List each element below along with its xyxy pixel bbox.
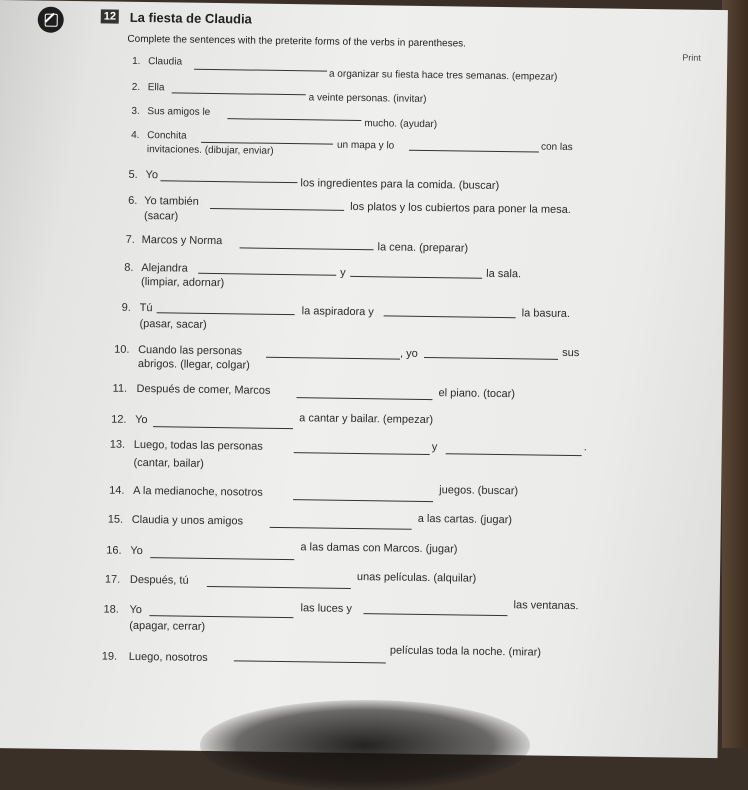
item-text: los ingredientes para la comida. (buscar) <box>300 177 500 192</box>
item-text: . <box>583 441 587 454</box>
print-link[interactable]: Print <box>682 52 701 63</box>
item-verbs: invitaciones. (dibujar, enviar) <box>146 144 274 157</box>
item-subject: Yo <box>145 169 159 182</box>
item-subject: Conchita <box>147 130 187 142</box>
answer-blank[interactable] <box>198 273 336 276</box>
item-text: juegos. (buscar) <box>439 484 519 498</box>
item-subject: A la medianoche, nosotros <box>133 484 263 499</box>
item-subject: Luego, todas las personas <box>133 438 263 453</box>
item-subject: Después de comer, Marcos <box>136 382 271 397</box>
item-text: un mapa y lo <box>336 139 395 152</box>
answer-blank[interactable] <box>172 92 306 95</box>
item-number: 13. <box>109 438 126 451</box>
item-verbs: (limpiar, adornar) <box>140 275 225 290</box>
item-number: 17. <box>104 573 121 586</box>
item-number: 15. <box>107 513 124 526</box>
item-number: 1. <box>132 55 141 67</box>
answer-blank[interactable] <box>240 247 374 250</box>
item-number: 5. <box>128 168 138 181</box>
item-text: las luces y <box>300 602 352 615</box>
page-title: La fiesta de Claudia <box>129 9 252 27</box>
item-subject: Cuando las personas <box>138 343 243 358</box>
item-text: la cena. (preparar) <box>377 241 469 255</box>
answer-blank[interactable] <box>210 208 344 211</box>
item-number: 6. <box>128 194 138 207</box>
item-subject: Claudia <box>148 56 183 68</box>
item-text: la basura. <box>521 307 571 320</box>
answer-blank[interactable] <box>296 397 432 400</box>
item-number: 19. <box>101 650 118 663</box>
item-number: 11. <box>112 382 128 395</box>
item-number: 14. <box>109 484 125 497</box>
answer-blank[interactable] <box>149 615 293 618</box>
item-verbs: (pasar, sacar) <box>139 317 207 331</box>
answer-blank[interactable] <box>157 312 295 315</box>
item-number: 18. <box>103 603 119 616</box>
item-subject: Marcos y Norma <box>141 234 223 248</box>
answer-blank[interactable] <box>384 315 516 318</box>
camera-shadow <box>200 700 530 790</box>
item-subject: Claudia y unos amigos <box>131 513 244 528</box>
answer-blank[interactable] <box>266 357 400 360</box>
item-number: 7. <box>125 233 135 246</box>
item-verbs: (sacar) <box>143 210 179 223</box>
item-text: la sala. <box>486 267 522 281</box>
answer-blank[interactable] <box>207 586 351 589</box>
item-text: unas películas. (alquilar) <box>356 571 477 585</box>
item-text: los platos y los cubiertos para poner la mesa. <box>350 200 571 216</box>
item-text: y <box>340 266 346 279</box>
item-text: a organizar su fiesta hace tres semanas. (empezar) <box>328 68 558 83</box>
item-text: la aspiradora y <box>301 305 374 319</box>
item-text: y <box>431 441 438 454</box>
answer-blank[interactable] <box>150 557 294 560</box>
item-subject: Yo <box>135 413 148 427</box>
item-subject: Yo <box>129 603 143 617</box>
item-subject: Tú <box>139 301 153 315</box>
item-subject: Alejandra <box>141 261 188 275</box>
item-number: 3. <box>131 105 140 117</box>
activity-number: 12 <box>101 9 119 23</box>
answer-blank[interactable] <box>234 660 386 663</box>
item-number: 9. <box>121 301 131 314</box>
answer-blank[interactable] <box>446 453 582 456</box>
answer-blank[interactable] <box>294 452 430 455</box>
item-verbs: abrigos. (llegar, colgar) <box>137 357 250 372</box>
answer-blank[interactable] <box>409 150 539 153</box>
item-subject: Yo <box>130 544 143 558</box>
item-number: 2. <box>131 81 141 93</box>
item-text: con las <box>540 141 573 154</box>
answer-blank[interactable] <box>227 118 361 121</box>
item-number: 4. <box>131 129 140 141</box>
answer-blank[interactable] <box>194 69 327 72</box>
item-text: a cantar y bailar. (empezar) <box>299 412 434 427</box>
answer-blank[interactable] <box>160 180 297 183</box>
item-text: el piano. (tocar) <box>438 387 516 401</box>
item-text: , yo <box>400 347 418 360</box>
item-text: mucho. (ayudar) <box>364 118 438 131</box>
answer-blank[interactable] <box>424 357 558 360</box>
answer-blank[interactable] <box>350 276 482 279</box>
item-subject: Sus amigos le <box>147 106 211 118</box>
item-number: 12. <box>111 413 127 426</box>
item-text: a las damas con Marcos. (jugar) <box>300 541 458 556</box>
item-text: a veinte personas. (invitar) <box>308 92 427 105</box>
item-text: sus <box>562 346 580 360</box>
item-number: 10. <box>114 343 130 356</box>
item-text: las ventanas. <box>513 599 579 613</box>
item-verbs: (cantar, bailar) <box>133 456 204 470</box>
item-text: a las cartas. (jugar) <box>417 512 513 527</box>
edit-square-icon[interactable] <box>38 7 64 33</box>
item-verbs: (apagar, cerrar) <box>129 619 206 633</box>
item-number: 8. <box>124 261 134 274</box>
answer-blank[interactable] <box>270 527 412 530</box>
item-subject: Yo también <box>144 195 199 208</box>
item-number: 16. <box>106 544 122 557</box>
instructions: Complete the sentences with the preterite forms of the verbs in parentheses. <box>127 33 467 50</box>
item-subject: Luego, nosotros <box>128 650 208 664</box>
answer-blank[interactable] <box>293 499 433 502</box>
answer-blank[interactable] <box>153 426 293 429</box>
item-subject: Después, tú <box>129 573 189 587</box>
item-subject: Ella <box>147 82 165 94</box>
answer-blank[interactable] <box>363 613 507 616</box>
item-text: películas toda la noche. (mirar) <box>389 644 542 659</box>
